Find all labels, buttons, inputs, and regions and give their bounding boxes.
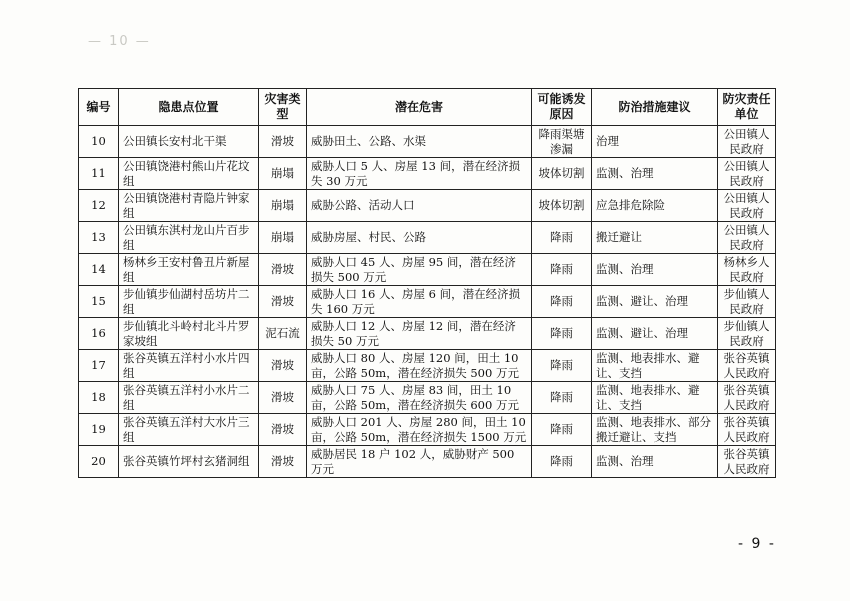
cell-cause: 降雨 (532, 222, 592, 254)
cell-location: 张谷英镇五洋村小水片四组 (119, 350, 259, 382)
cell-type: 崩塌 (259, 158, 307, 190)
cell-measure: 监测、治理 (592, 254, 718, 286)
header-cause: 可能诱发原因 (532, 89, 592, 126)
cell-cause: 降雨 (532, 446, 592, 478)
cell-num: 11 (79, 158, 119, 190)
cell-measure: 治理 (592, 126, 718, 158)
cell-location: 张谷英镇五洋村大水片三组 (119, 414, 259, 446)
cell-cause: 降雨 (532, 254, 592, 286)
cell-location: 公田镇饶港村熊山片花坟组 (119, 158, 259, 190)
cell-danger: 威胁人口 80 人、房屋 120 间，田土 10 亩，公路 50m，潜在经济损失 500 万元 (307, 350, 532, 382)
cell-unit: 公田镇人民政府 (718, 126, 776, 158)
cell-num: 18 (79, 382, 119, 414)
hazard-table (78, 88, 776, 478)
cell-danger: 威胁居民 18 户 102 人，威胁财产 500 万元 (307, 446, 532, 478)
header-danger: 潜在危害 (307, 89, 532, 126)
cell-type: 滑坡 (259, 414, 307, 446)
cell-unit: 张谷英镇人民政府 (718, 414, 776, 446)
table-row (79, 382, 776, 414)
cell-unit: 公田镇人民政府 (718, 222, 776, 254)
cell-unit: 公田镇人民政府 (718, 158, 776, 190)
cell-unit: 张谷英镇人民政府 (718, 446, 776, 478)
cell-danger: 威胁人口 45 人、房屋 95 间，潜在经济损失 500 万元 (307, 254, 532, 286)
table-row (79, 414, 776, 446)
cell-cause: 降雨 (532, 350, 592, 382)
cell-location: 杨林乡王安村鲁丑片新屋组 (119, 254, 259, 286)
cell-type: 滑坡 (259, 382, 307, 414)
cell-location: 步仙镇北斗岭村北斗片罗家坡组 (119, 318, 259, 350)
table-row (79, 126, 776, 158)
cell-measure: 监测、地表排水、避让、支挡 (592, 350, 718, 382)
header-type: 灾害类型 (259, 89, 307, 126)
table-row (79, 222, 776, 254)
cell-unit: 杨林乡人民政府 (718, 254, 776, 286)
cell-unit: 张谷英镇人民政府 (718, 350, 776, 382)
table-body (79, 126, 776, 478)
cell-location: 公田镇长安村北干渠 (119, 126, 259, 158)
cell-num: 20 (79, 446, 119, 478)
cell-danger: 威胁人口 75 人、房屋 83 间，田土 10 亩，公路 50m，潜在经济损失 600 万元 (307, 382, 532, 414)
header-num: 编号 (79, 89, 119, 126)
cell-danger: 威胁房屋、村民、公路 (307, 222, 532, 254)
cell-danger: 威胁公路、活动人口 (307, 190, 532, 222)
table-row (79, 318, 776, 350)
cell-measure: 应急排危除险 (592, 190, 718, 222)
cell-cause: 降雨 (532, 286, 592, 318)
cell-location: 公田镇饶港村青隐片钟家组 (119, 190, 259, 222)
cell-num: 15 (79, 286, 119, 318)
cell-danger: 威胁人口 12 人、房屋 12 间，潜在经济损失 50 万元 (307, 318, 532, 350)
cell-cause: 降雨 (532, 414, 592, 446)
cell-unit: 步仙镇人民政府 (718, 318, 776, 350)
cell-danger: 威胁人口 201 人、房屋 280 间，田土 10 亩，公路 50m，潜在经济损失 1500 万元 (307, 414, 532, 446)
cell-danger: 威胁人口 16 人、房屋 6 间，潜在经济损失 160 万元 (307, 286, 532, 318)
header-unit: 防灾责任单位 (718, 89, 776, 126)
cell-danger: 威胁田土、公路、水渠 (307, 126, 532, 158)
cell-num: 12 (79, 190, 119, 222)
cell-unit: 公田镇人民政府 (718, 190, 776, 222)
cell-type: 崩塌 (259, 190, 307, 222)
table-row (79, 286, 776, 318)
table-row (79, 190, 776, 222)
cell-measure: 监测、避让、治理 (592, 286, 718, 318)
cell-num: 13 (79, 222, 119, 254)
cell-unit: 张谷英镇人民政府 (718, 382, 776, 414)
cell-type: 滑坡 (259, 446, 307, 478)
cell-measure: 监测、地表排水、部分搬迁避让、支挡 (592, 414, 718, 446)
cell-type: 滑坡 (259, 286, 307, 318)
table-row (79, 254, 776, 286)
table-row (79, 446, 776, 478)
cell-num: 19 (79, 414, 119, 446)
cell-location: 步仙镇步仙湖村岳坊片二组 (119, 286, 259, 318)
cell-num: 14 (79, 254, 119, 286)
cell-type: 滑坡 (259, 254, 307, 286)
table-row (79, 350, 776, 382)
cell-num: 16 (79, 318, 119, 350)
cell-measure: 监测、地表排水、避让、支挡 (592, 382, 718, 414)
cell-cause: 坡体切割 (532, 190, 592, 222)
cell-cause: 降雨 (532, 318, 592, 350)
cell-danger: 威胁人口 5 人、房屋 13 间，潜在经济损失 30 万元 (307, 158, 532, 190)
cell-type: 滑坡 (259, 350, 307, 382)
cell-type: 崩塌 (259, 222, 307, 254)
cell-type: 泥石流 (259, 318, 307, 350)
table-row (79, 158, 776, 190)
cell-measure: 监测、避让、治理 (592, 318, 718, 350)
cell-type: 滑坡 (259, 126, 307, 158)
header-location: 隐患点位置 (119, 89, 259, 126)
page-number: - 9 - (738, 536, 776, 552)
cell-cause: 坡体切割 (532, 158, 592, 190)
cell-cause: 降雨 (532, 382, 592, 414)
cell-measure: 搬迁避让 (592, 222, 718, 254)
cell-measure: 监测、治理 (592, 158, 718, 190)
header-measure: 防治措施建议 (592, 89, 718, 126)
cell-location: 张谷英镇五洋村小水片二组 (119, 382, 259, 414)
cell-cause: 降雨渠塘渗漏 (532, 126, 592, 158)
bleed-through-header: — 10 — (88, 34, 151, 49)
cell-location: 公田镇东淇村龙山片百步组 (119, 222, 259, 254)
cell-measure: 监测、治理 (592, 446, 718, 478)
table-header-row (79, 89, 776, 126)
cell-num: 10 (79, 126, 119, 158)
cell-unit: 步仙镇人民政府 (718, 286, 776, 318)
cell-location: 张谷英镇竹坪村玄猪洞组 (119, 446, 259, 478)
cell-num: 17 (79, 350, 119, 382)
